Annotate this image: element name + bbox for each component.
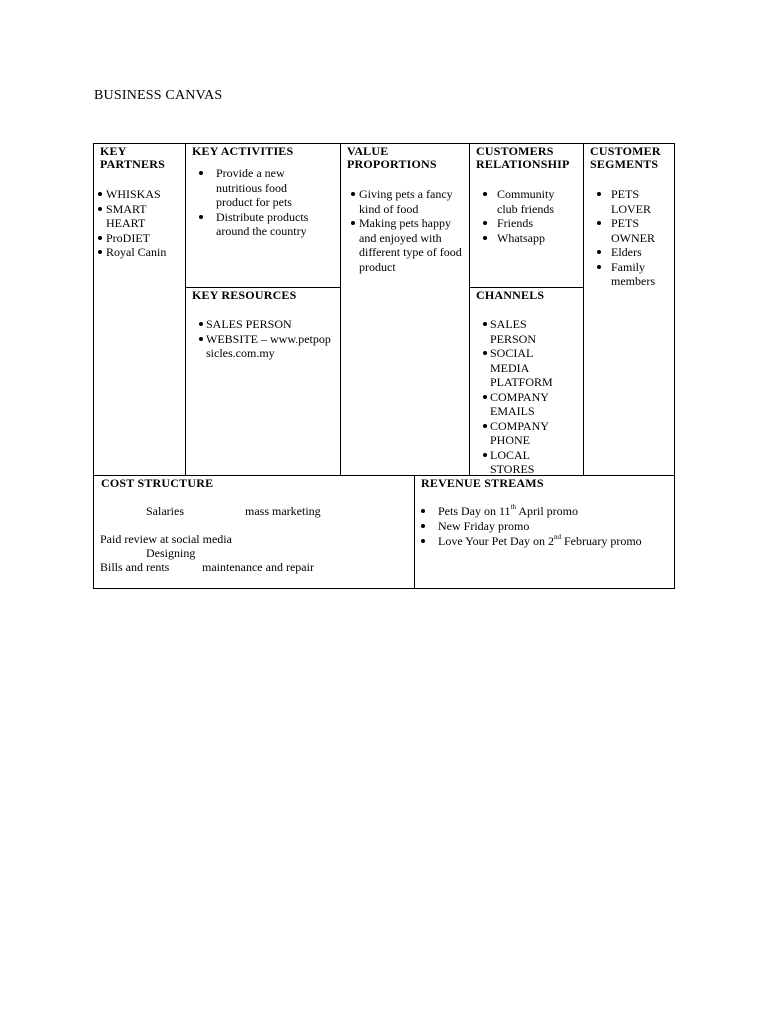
customers-relationship-cell xyxy=(476,145,582,245)
key-resources-heading: KEY RESOURCES xyxy=(192,288,297,302)
revenue-streams-heading: REVENUE STREAMS xyxy=(421,476,544,490)
key-activities-cell xyxy=(192,145,332,239)
list-item: Pets Day on 11th April promo xyxy=(414,504,672,519)
list-item: SMART HEART xyxy=(100,202,174,231)
customer-segments-list xyxy=(590,187,666,289)
list-item: Whatsapp xyxy=(476,231,572,246)
channels-heading: CHANNELS xyxy=(476,288,545,302)
key-activities-heading: KEY ACTIVITIES xyxy=(192,144,294,158)
cost-item-designing: Designing xyxy=(146,546,196,560)
list-item: COMPANY PHONE xyxy=(476,419,556,448)
list-item: LOCAL STORES xyxy=(476,448,556,477)
customers-relationship-list xyxy=(476,187,572,245)
list-item: Royal Canin xyxy=(100,245,174,260)
key-partners-cell xyxy=(100,145,182,260)
list-item: New Friday promo xyxy=(414,519,672,534)
cost-item-paid-review: Paid review at social media xyxy=(100,532,232,546)
key-activities-list xyxy=(192,166,318,239)
list-item: Love Your Pet Day on 2nd February promo xyxy=(414,534,672,549)
channels-list xyxy=(476,317,556,477)
list-item: SOCIAL MEDIA PLATFORM xyxy=(476,346,556,390)
list-item: Making pets happy and enjoyed with different type of food product xyxy=(351,216,469,274)
revenue-streams-list xyxy=(414,504,672,549)
key-partners-list xyxy=(100,187,174,260)
divider xyxy=(185,144,186,475)
key-resources-cell xyxy=(192,289,336,361)
key-partners-heading: KEY PARTNERS xyxy=(100,144,165,171)
list-item: Elders xyxy=(590,245,666,260)
customers-relationship-heading: CUSTOMERS RELATIONSHIP xyxy=(476,144,570,171)
list-item: Community club friends xyxy=(476,187,572,216)
list-item: PETS OWNER xyxy=(590,216,651,245)
cost-item-bills: Bills and rents xyxy=(100,560,170,574)
page-title: BUSINESS CANVAS xyxy=(94,88,223,103)
key-resources-list xyxy=(192,317,332,361)
divider xyxy=(469,144,470,475)
list-item: WEBSITE – www.petpopsicles.com.my xyxy=(192,332,332,361)
cost-structure-heading: COST STRUCTURE xyxy=(101,476,214,490)
divider xyxy=(583,144,584,475)
list-item: WHISKAS xyxy=(100,187,174,202)
list-item: Family members xyxy=(590,260,659,289)
cost-item-mass-marketing: mass marketing xyxy=(245,504,321,518)
cost-item-salaries: Salaries xyxy=(146,504,184,518)
list-item: PETS LOVER xyxy=(590,187,651,216)
value-proportions-heading: VALUE PROPORTIONS xyxy=(347,144,437,171)
divider xyxy=(340,144,341,475)
customer-segments-heading: CUSTOMER SEGMENTS xyxy=(590,144,661,171)
list-item: Provide a new nutritious food product for pets xyxy=(192,166,318,210)
list-item: Distribute products around the country xyxy=(192,210,318,239)
list-item: Friends xyxy=(476,216,572,231)
list-item: Giving pets a fancy kind of food xyxy=(351,187,469,216)
list-item: SALES PERSON xyxy=(192,317,332,332)
cost-item-maintenance: maintenance and repair xyxy=(202,560,314,574)
list-item: COMPANY EMAILS xyxy=(476,390,556,419)
list-item: SALES PERSON xyxy=(476,317,556,346)
customer-segments-cell xyxy=(590,145,672,289)
channels-cell xyxy=(476,289,581,477)
business-canvas-table xyxy=(93,143,675,589)
list-item: ProDIET xyxy=(100,231,174,246)
value-proportions-list xyxy=(347,187,469,274)
value-proportions-cell xyxy=(347,145,467,274)
